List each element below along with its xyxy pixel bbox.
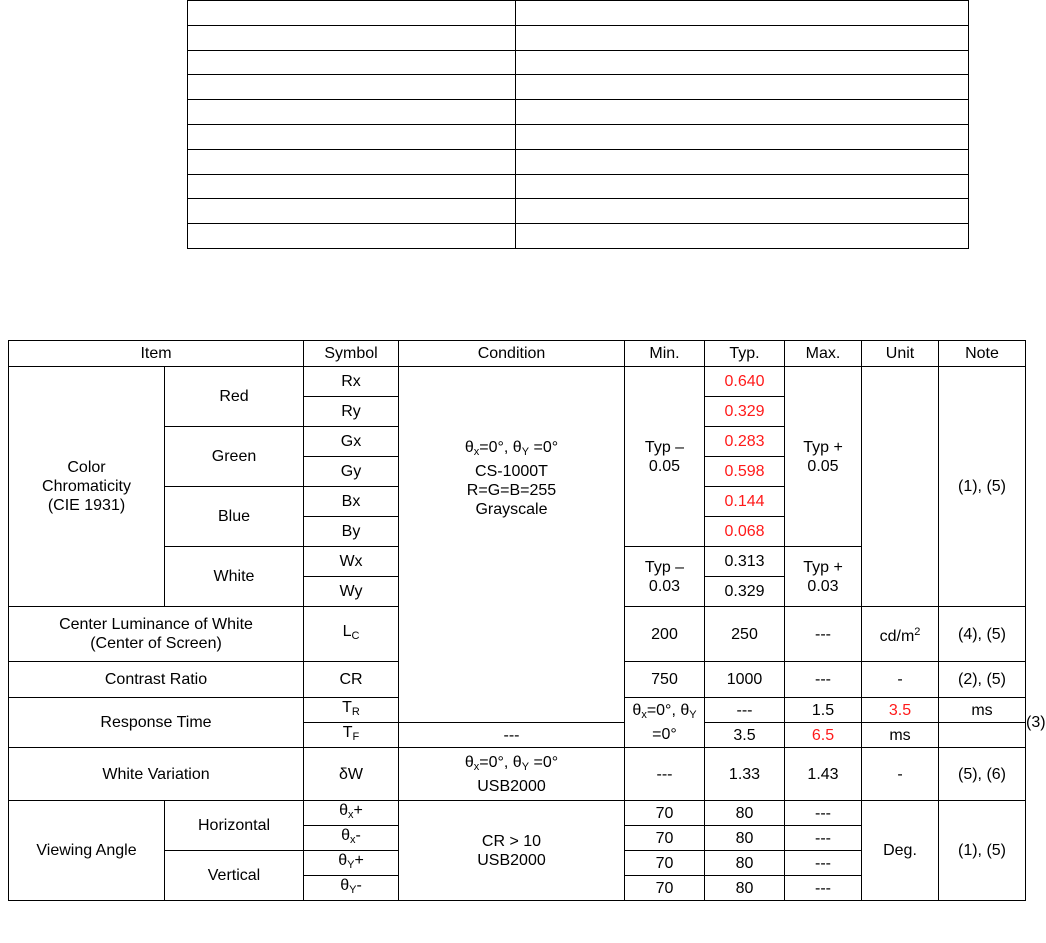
header-max: Max.: [785, 341, 862, 367]
symbol-theta-y-minus: $\theta_Y-$: [304, 876, 399, 901]
symbol-tr: $T_R$: [304, 698, 399, 723]
header-condition: Condition: [399, 341, 625, 367]
symbol-ry: Ry: [304, 397, 399, 427]
max-theta-y-plus: ---: [785, 851, 862, 876]
min-theta-y-minus: 70: [625, 876, 705, 901]
header-typ: Typ.: [705, 341, 785, 367]
table-row: [188, 1, 969, 26]
typ-luminance: 250: [705, 607, 785, 662]
color-chromaticity-label: Color Chromaticity (CIE 1931): [9, 367, 165, 607]
typ-gx: 0.283: [705, 427, 785, 457]
min-luminance: 200: [625, 607, 705, 662]
min-theta-y-plus: 70: [625, 851, 705, 876]
table-row: [9, 367, 1026, 397]
unit-tr: ms: [939, 698, 1026, 723]
header-row: [9, 341, 1026, 367]
min-white-variation: ---: [625, 748, 705, 801]
symbol-dw: δW: [304, 748, 399, 801]
header-item: Item: [9, 341, 304, 367]
max-tr: 3.5: [862, 698, 939, 723]
max-theta-y-minus: ---: [785, 876, 862, 901]
symbol-theta-y-plus: $\theta_Y+$: [304, 851, 399, 876]
table-row: [188, 100, 969, 125]
symbol-bx: Bx: [304, 487, 399, 517]
typ-ry: 0.329: [705, 397, 785, 427]
symbol-cr: CR: [304, 662, 399, 698]
unit-white-variation: -: [862, 748, 939, 801]
note-luminance: (4), (5): [939, 607, 1026, 662]
table-row: [9, 801, 1026, 826]
contrast-label: Contrast Ratio: [9, 662, 304, 698]
table-row: Response Time $T_R$ $\theta_x=0^\circ$, $\theta_Y =0^\circ$ --- 1.5 3.5 ms (3): [9, 698, 1026, 723]
header-min: Min.: [625, 341, 705, 367]
table-row: [9, 748, 1026, 801]
max-tf: 6.5: [785, 723, 862, 748]
unit-luminance: $cd/m^2$: [862, 607, 939, 662]
min-rgb: Typ – 0.05: [625, 367, 705, 547]
table-row: [188, 199, 969, 224]
typ-theta-x-plus: 80: [705, 801, 785, 826]
note-contrast: (2), (5): [939, 662, 1026, 698]
min-theta-x-minus: 70: [625, 826, 705, 851]
table-row: [188, 50, 969, 75]
max-contrast: ---: [785, 662, 862, 698]
min-tr: ---: [705, 698, 785, 723]
typ-gy: 0.598: [705, 457, 785, 487]
typ-wy: 0.329: [705, 577, 785, 607]
viewing-angle-label: Viewing Angle: [9, 801, 165, 901]
blue-label: Blue: [165, 487, 304, 547]
table-row: [188, 149, 969, 174]
max-theta-x-plus: ---: [785, 801, 862, 826]
viewing-angle-condition: CR > 10 USB2000: [399, 801, 625, 901]
symbol-theta-x-minus: $\theta_x-$: [304, 826, 399, 851]
table-row: [188, 174, 969, 199]
vertical-label: Vertical: [165, 851, 304, 901]
max-luminance: ---: [785, 607, 862, 662]
horizontal-label: Horizontal: [165, 801, 304, 851]
white-label: White: [165, 547, 304, 607]
max-rgb: Typ + 0.05: [785, 367, 862, 547]
symbol-by: By: [304, 517, 399, 547]
typ-theta-x-minus: 80: [705, 826, 785, 851]
chromaticity-condition: $\theta_x=0^\circ$, $\theta_Y =0^\circ$ CS-1000T R=G=B=255 Grayscale: [399, 367, 625, 723]
green-label: Green: [165, 427, 304, 487]
unit-viewing-angle: Deg.: [862, 801, 939, 901]
table-row: [188, 25, 969, 50]
typ-white-variation: 1.33: [705, 748, 785, 801]
empty-table: [187, 0, 969, 249]
typ-theta-y-plus: 80: [705, 851, 785, 876]
luminance-label: Center Luminance of White (Center of Screen): [9, 607, 304, 662]
min-contrast: 750: [625, 662, 705, 698]
header-note: Note: [939, 341, 1026, 367]
header-unit: Unit: [862, 341, 939, 367]
white-variation-label: White Variation: [9, 748, 304, 801]
symbol-lc: $L_C$: [304, 607, 399, 662]
min-theta-x-plus: 70: [625, 801, 705, 826]
table-row: [188, 224, 969, 249]
symbol-tf: $T_F$: [304, 723, 399, 748]
typ-tf: 3.5: [705, 723, 785, 748]
typ-rx: 0.640: [705, 367, 785, 397]
response-condition: $\theta_x=0^\circ$, $\theta_Y =0^\circ$: [625, 698, 705, 748]
white-variation-condition: $\theta_x=0^\circ$, $\theta_Y =0^\circ$ USB2000: [399, 748, 625, 801]
typ-by: 0.068: [705, 517, 785, 547]
response-time-label: Response Time: [9, 698, 304, 748]
typ-bx: 0.144: [705, 487, 785, 517]
typ-theta-y-minus: 80: [705, 876, 785, 901]
table-row: [188, 75, 969, 100]
max-theta-x-minus: ---: [785, 826, 862, 851]
unit-contrast: -: [862, 662, 939, 698]
typ-tr: 1.5: [785, 698, 862, 723]
note-viewing-angle: (1), (5): [939, 801, 1026, 901]
note-chromaticity: (1), (5): [939, 367, 1026, 607]
table-row: [188, 124, 969, 149]
max-white: Typ + 0.03: [785, 547, 862, 607]
symbol-gx: Gx: [304, 427, 399, 457]
typ-contrast: 1000: [705, 662, 785, 698]
red-label: Red: [165, 367, 304, 427]
unit-tf: ms: [862, 723, 939, 748]
max-white-variation: 1.43: [785, 748, 862, 801]
symbol-gy: Gy: [304, 457, 399, 487]
symbol-theta-x-plus: $\theta_x+$: [304, 801, 399, 826]
unit-chromaticity: [862, 367, 939, 607]
note-white-variation: (5), (6): [939, 748, 1026, 801]
symbol-rx: Rx: [304, 367, 399, 397]
typ-wx: 0.313: [705, 547, 785, 577]
min-white: Typ – 0.03: [625, 547, 705, 607]
symbol-wx: Wx: [304, 547, 399, 577]
symbol-wy: Wy: [304, 577, 399, 607]
min-tf: ---: [399, 723, 625, 748]
optical-spec-table: [8, 340, 1046, 901]
header-symbol: Symbol: [304, 341, 399, 367]
